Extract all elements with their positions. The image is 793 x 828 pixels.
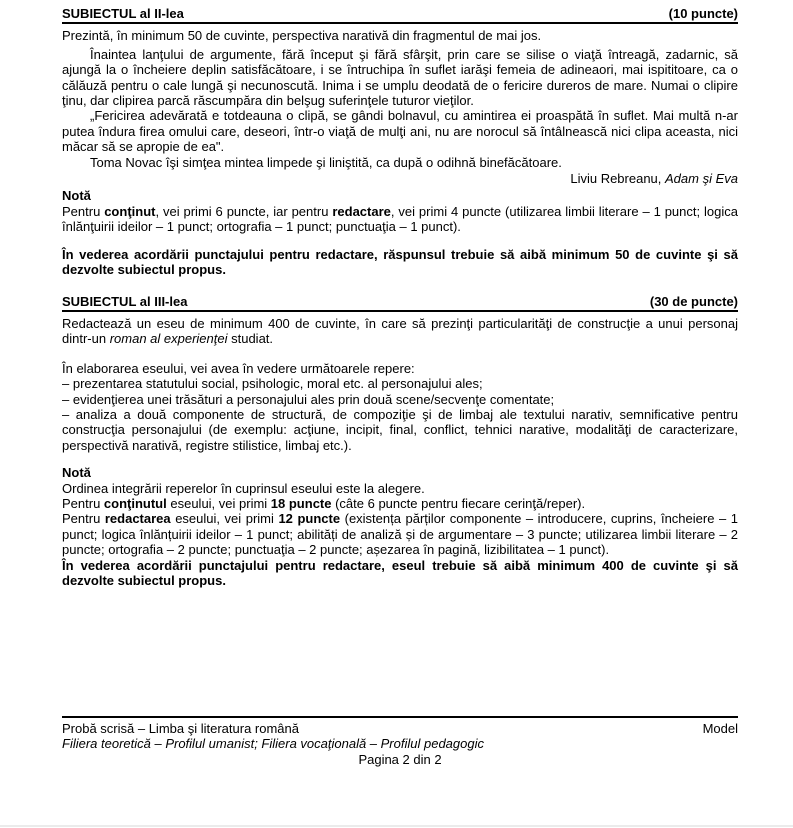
section-3-note-line1: Ordinea integrării reperelor în cuprinsul eseului este la alegere.: [62, 480, 425, 496]
footer-exam-name: Probă scrisă – Limba şi literatura română: [62, 721, 299, 736]
page-footer: [62, 716, 738, 767]
section-3-note-line3: Pentru redactarea eseului, vei primi 12 puncte (existența părților componente – introducere, cuprins, încheiere – 1 punct; logica înlănțuirii ideilor – 1 punct; abilități de analiză și de argumentare – 3 puncte; utilizarea limbii literare – 2 puncte; ortografia – 2 puncte; punctuaţia – 2 puncte; așezarea în pagină, lizibilitatea – 1 punct).: [62, 511, 738, 558]
section-3-points: (30 de puncte): [649, 293, 738, 309]
section-3-task: Redactează un eseu de minimum 400 de cuvinte, în care să prezinţi particularităţi de construcţie a unui personaj dintr-un roman al experienţei studiat.: [62, 315, 738, 347]
section-2-title: SUBIECTUL al II-lea: [62, 6, 184, 21]
section-2-requirement: În vederea acordării punctajului pentru redactare, răspunsul trebuie să aibă minimum 50 de cuvinte şi să dezvolte subiectul propus.: [62, 246, 738, 278]
footer-model-label: Model: [702, 721, 738, 736]
section-3-note-label: Notă: [62, 465, 91, 481]
quote-attribution: [62, 171, 738, 186]
footer-page-number: Pagina 2 din 2: [358, 751, 442, 767]
section-2-note-text: Pentru conţinut, vei primi 6 puncte, iar pentru redactare, vei primi 4 puncte (utilizarea limbii literare – 1 punct; logica înlănţuirii ideilor – 1 punct; ortografia – 1 punct; punctuaţia – 1 punct).: [62, 203, 738, 235]
footer-track-info: Filiera teoretică – Profilul umanist; Filiera vocaţională – Profilul pedagogic: [62, 736, 484, 752]
guidelines-intro: În elaborarea eseului, vei avea în vedere următoarele repere:: [62, 360, 415, 376]
guideline-item: – prezentarea statutului social, psihologic, moral etc. al personajului ales;: [62, 376, 483, 392]
quote-paragraph: Toma Novac îşi simţea mintea limpede şi liniştită, ca după o odihnă binefăcătoare.: [90, 154, 562, 170]
quote-block: [62, 47, 738, 170]
attribution-author: Liviu Rebreanu,: [570, 171, 666, 187]
section-3-requirement: În vederea acordării punctajului pentru redactare, eseul trebuie să aibă minimum 400 de cuvinte şi să dezvolte subiectul propus.: [62, 557, 738, 588]
section-2-points: (10 puncte): [668, 6, 738, 21]
exam-page: [62, 6, 738, 588]
quote-paragraph: Înaintea lanţului de argumente, fără început şi fără sfârşit, prin care se silise o viaţă întreagă, zadarnic, să ajungă la o încheiere deplin satisfăcătoare, i se întruchipa în suflet iarăşi femeia de adineaori, mai ispititoare, ca o călăuză pentru o cale lungă şi necunoscută. Inima i se umplu deodată de o fericire dureros de mare. Numai o clipire ţinu, dar clipirea parcă răscumpăra din belşug suferinţele tuturor vieţilor.: [62, 46, 738, 109]
section-2-task: Prezintă, în minimum 50 de cuvinte, perspectiva narativă din fragmentul de mai jos.: [62, 28, 542, 44]
page-edge-divider: [0, 825, 793, 827]
section-3-title: SUBIECTUL al III-lea: [62, 293, 188, 309]
guideline-item: – analiza a două componente de structură, de compoziţie şi de limbaj ale textului narativ, semnificative pentru construcţia personajului (de exemplu: acţiune, incipit, final, conflict, tehnici narative, modalităţi de caracterizare, perspectivă narativă, registre stilistice, limbaj etc.).: [62, 406, 738, 453]
section-3-heading: [62, 294, 738, 312]
section-2-heading: [62, 6, 738, 24]
guideline-item: – evidenţierea unei trăsături a personajului ales prin două scene/secvenţe comentate;: [62, 391, 555, 407]
attribution-work-title: Adam şi Eva: [665, 171, 738, 187]
section-2-note-label: Notă: [62, 188, 91, 204]
quote-paragraph: „Fericirea adevărată e totdeauna o clipă, se gândi bolnavul, cu amintirea ei proaspătă în suflet. Mai multă n-ar putea îndura firea omului care, deseori, într-o viaţă de mulţi ani, nu are norocul să întâlnească nici clipa aceasta, nici măcar să se apropie de ea".: [62, 108, 738, 155]
section-3-note-line2: Pentru conţinutul eseului, vei primi 18 puncte (câte 6 puncte pentru fiecare cerinţă/reper).: [62, 495, 586, 511]
footer-row-1: [62, 721, 738, 736]
